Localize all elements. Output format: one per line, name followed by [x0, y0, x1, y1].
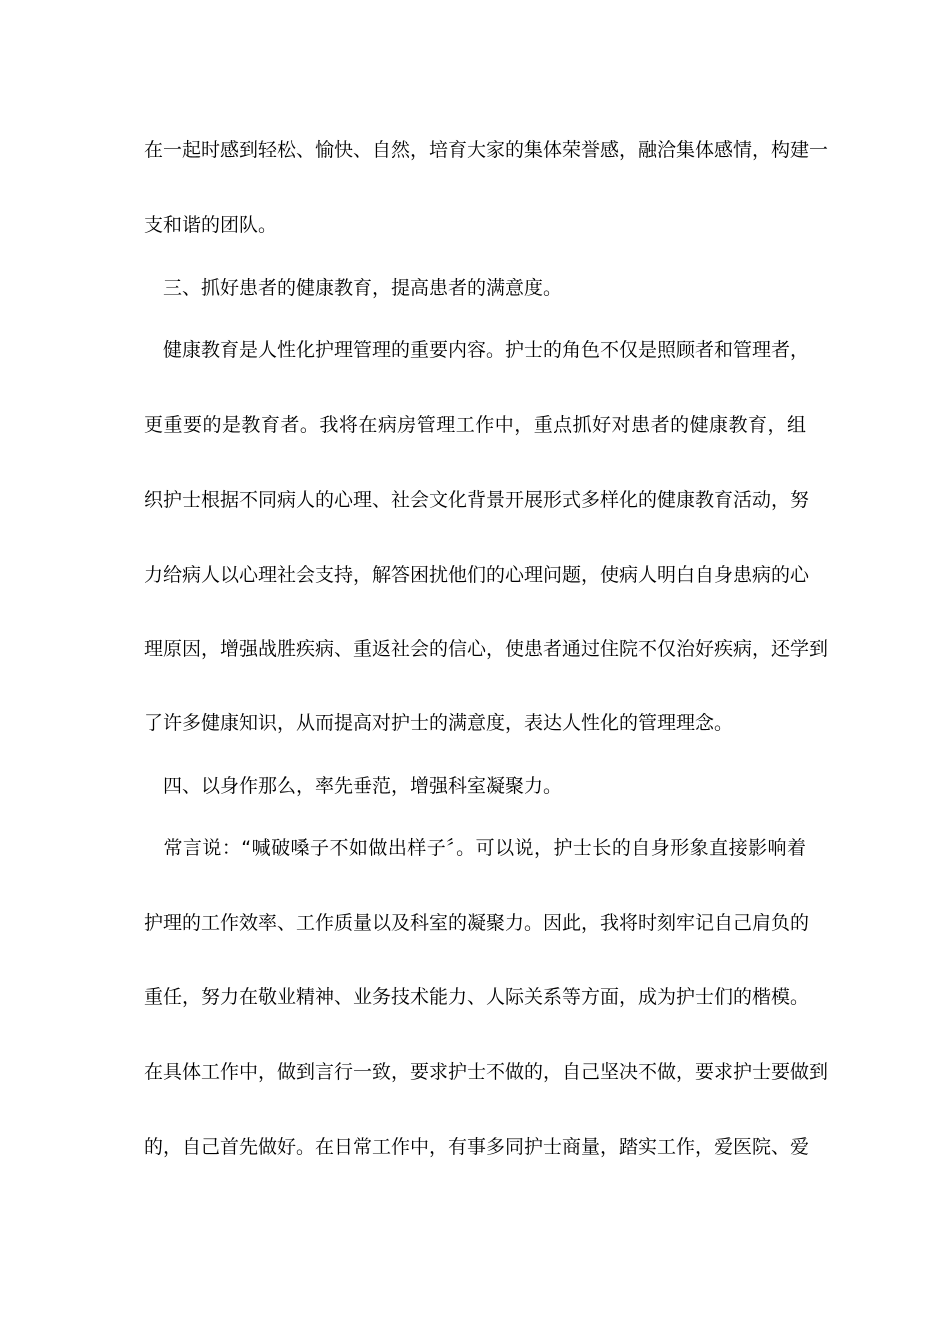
paragraph-line-11: 常言说：“喊破嗓子不如做出样子〞。可以说，护士长的自身形象直接影响着 [144, 837, 806, 859]
section-heading-3: 三、抓好患者的健康教育，提高患者的满意度。 [144, 277, 563, 299]
paragraph-line-1: 在一起时感到轻松、愉快、自然，培育大家的集体荣誉感，融洽集体感情，构建一 [144, 139, 829, 161]
paragraph-line-9: 了许多健康知识，从而提高对护士的满意度，表达人性化的管理理念。 [144, 712, 734, 734]
paragraph-line-14: 在具体工作中，做到言行一致，要求护士不做的，自己坚决不做，要求护士要做到 [144, 1061, 829, 1083]
paragraph-line-7: 力给病人以心理社会支持，解答困扰他们的心理问题，使病人明白自身患病的心 [144, 564, 810, 586]
paragraph-line-6: 织护士根据不同病人的心理、社会文化背景开展形式多样化的健康教育活动，努 [144, 489, 810, 511]
paragraph-line-2: 支和谐的团队。 [144, 214, 278, 236]
paragraph-line-12: 护理的工作效率、工作质量以及科室的凝聚力。因此，我将时刻牢记自己肩负的 [144, 912, 810, 934]
paragraph-line-8: 理原因，增强战胜疾病、重返社会的信心，使患者通过住院不仅治好疾病，还学到 [144, 638, 829, 660]
paragraph-line-5: 更重要的是教育者。我将在病房管理工作中，重点抓好对患者的健康教育，组 [144, 414, 806, 436]
section-heading-4: 四、以身作那么，率先垂范，增强科室凝聚力。 [144, 775, 563, 797]
paragraph-line-15: 的，自己首先做好。在日常工作中，有事多同护士商量，踏实工作，爱医院、爱 [144, 1136, 810, 1158]
paragraph-line-13: 重任，努力在敬业精神、业务技术能力、人际关系等方面，成为护士们的楷模。 [144, 986, 810, 1008]
paragraph-line-4: 健康教育是人性化护理管理的重要内容。护士的角色不仅是照顾者和管理者， [144, 339, 810, 361]
